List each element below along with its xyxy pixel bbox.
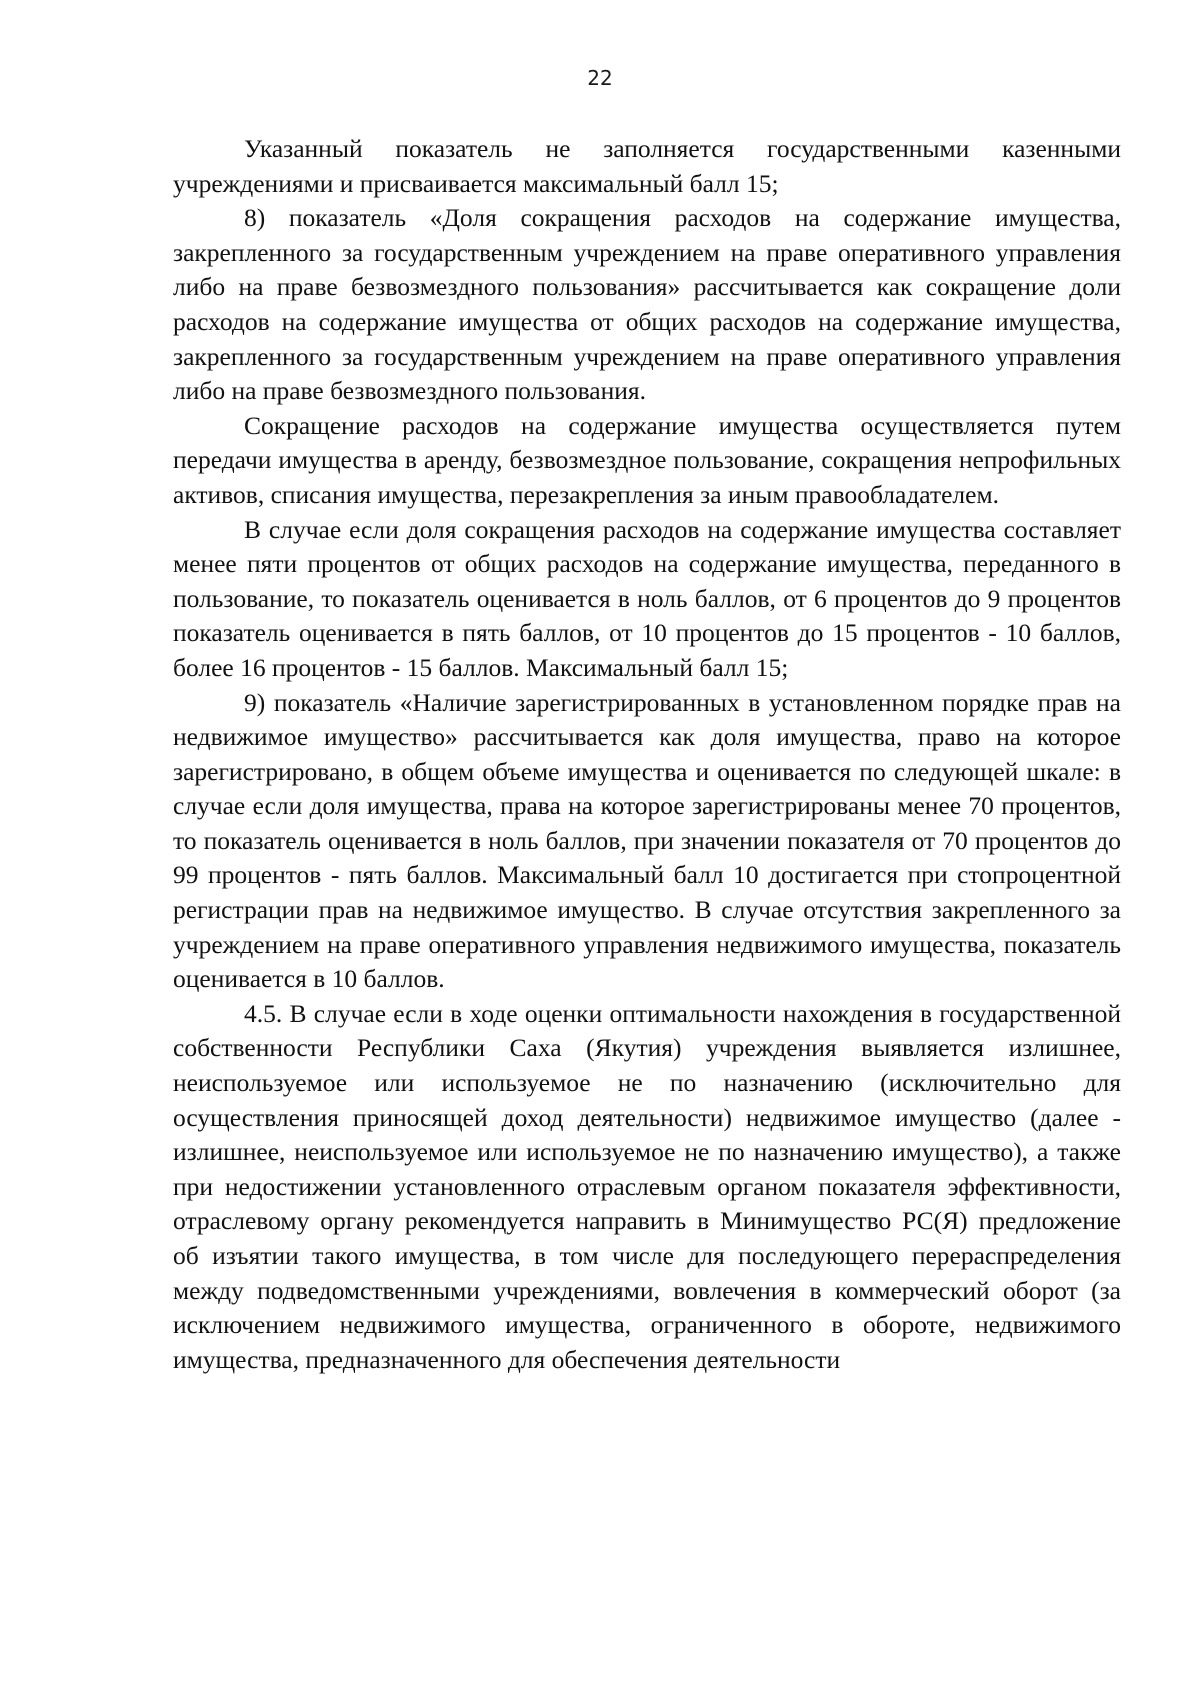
body-text: [173, 132, 1121, 1377]
paragraph-scoring-indicator-8: В случае если доля сокращения расходов на содержание имущества составляет менее пяти процентов от общих расходов на содержание имущества, переданного в пользование, то показатель оценивается в ноль баллов, от 6 процентов до 9 процентов показатель оценивается в пять баллов, от 10 процентов до 15 процентов - 10 баллов, более 16 процентов - 15 баллов. Максимальный балл 15;: [173, 514, 1121, 682]
paragraph-indicator-9: 9) показатель «Наличие зарегистрированных в установленном порядке прав на недвижимое имущество» рассчитывается как доля имущества, право на которое зарегистрировано, в общем объеме имущества и оценивается по следующей шкале: в случае если доля имущества, права на которое зарегистрированы менее 70 процентов, то показатель оценивается в ноль баллов, при значении показателя от 70 процентов до 99 процентов - пять баллов. Максимальный балл 10 достигается при стопроцентной регистрации прав на недвижимое имущество. В случае отсутствия закрепленного за учреждением на праве оперативного управления недвижимого имущества, показатель оценивается в 10 баллов.: [173, 687, 1121, 994]
paragraph-expense-reduction: Сокращение расходов на содержание имущества осуществляется путем передачи имущества в аренду, безвозмездное пользование, сокращения непрофильных активов, списания имущества, перезакрепления за иным правообладателем.: [173, 410, 1121, 509]
paragraph-indicator-8: 8) показатель «Доля сокращения расходов на содержание имущества, закрепленного за государственным учреждением на праве оперативного управления либо на праве безвозмездного пользования» рассчитывается как сокращение доли расходов на содержание имущества от общих расходов на содержание имущества, закрепленного за государственным учреждением на праве оперативного управления либо на праве безвозмездного пользования.: [173, 203, 1121, 406]
paragraph-note-indicator-7: Указанный показатель не заполняется государственными казенными учреждениями и присваивается максимальный балл 15;: [173, 134, 1121, 198]
paragraph-section-4-5: 4.5. В случае если в ходе оценки оптимальности нахождения в государственной собственности Республики Саха (Якутия) учреждения выявляется излишнее, неиспользуемое или используемое не по назначению (исключительно для осуществления приносящей доход деятельности) недвижимое имущество (далее - излишнее, неиспользуемое или используемое не по назначению имущество), а также при недостижении установленного отраслевым органом показателя эффективности, отраслевому органу рекомендуется направить в Минимущество РС(Я) предложение об изъятии такого имущества, в том числе для последующего перераспределения между подведомственными учреждениями, вовлечения в коммерческий оборот (за исключением недвижимого имущества, ограниченного в обороте, недвижимого имущества, предназначенного для обеспечения деятельности: [173, 998, 1121, 1374]
page-number: 22: [587, 66, 613, 90]
